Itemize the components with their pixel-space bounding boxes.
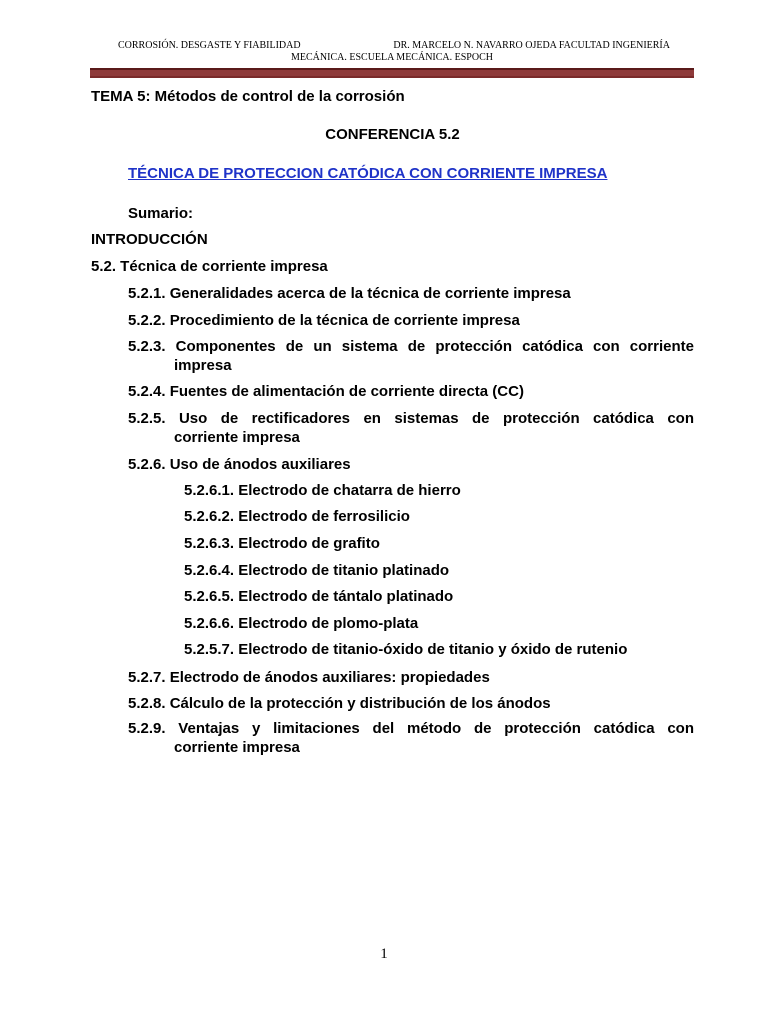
toc-item-5-2-9-cont: corriente impresa [174,739,300,756]
toc-sub-item-5: 5.2.6.5. Electrodo de tántalo platinado [184,588,454,605]
toc-sub-item-1: 5.2.6.1. Electrodo de chatarra de hierro [184,482,461,499]
toc-sub-item-2: 5.2.6.2. Electrodo de ferrosilicio [184,508,410,525]
toc-item-5-2-7: 5.2.7. Electrodo de ánodos auxiliares: propiedades [128,669,490,686]
toc-item-5-2-4: 5.2.4. Fuentes de alimentación de corriente directa (CC) [128,383,524,400]
conferencia-heading: CONFERENCIA 5.2 [325,126,460,143]
toc-sub-item-6: 5.2.6.6. Electrodo de plomo-plata [184,615,419,632]
toc-item-5-2-5-cont: corriente impresa [174,429,300,446]
toc-item-5-2-8: 5.2.8. Cálculo de la protección y distribución de los ánodos [128,695,551,712]
page-number: 1 [380,946,388,962]
header-school: MECÁNICA. ESCUELA MECÁNICA. ESPOCH [291,52,493,63]
toc-item-5-2-1: 5.2.1. Generalidades acerca de la técnica de corriente impresa [128,285,571,302]
title-link[interactable]: TÉCNICA DE PROTECCION CATÓDICA CON CORRIENTE IMPRESA [128,165,608,182]
running-header [90,40,694,78]
introduccion-heading: INTRODUCCIÓN [91,231,208,248]
toc-sub-item-7: 5.2.5.7. Electrodo de titanio-óxido de titanio y óxido de rutenio [184,641,628,658]
header-course: CORROSIÓN. DESGASTE Y FIABILIDAD [118,40,301,51]
toc-item-5-2-9: 5.2.9. Ventajas y limitaciones del método de protección catódica con [128,720,694,737]
header-author: DR. MARCELO N. NAVARRO OJEDA FACULTAD INGENIERÍA [393,40,670,51]
header-rule [90,68,694,78]
toc-sub-item-4: 5.2.6.4. Electrodo de titanio platinado [184,562,450,579]
toc-sub-item-3: 5.2.6.3. Electrodo de grafito [184,535,380,552]
tema-heading: TEMA 5: Métodos de control de la corrosión [91,88,405,105]
toc-item-5-2-2: 5.2.2. Procedimiento de la técnica de corriente impresa [128,312,520,329]
toc-item-5-2-5: 5.2.5. Uso de rectificadores en sistemas de protección catódica con [128,410,694,427]
section-heading: 5.2. Técnica de corriente impresa [91,258,328,275]
toc-item-5-2-3-cont: impresa [174,357,232,374]
sumario-label: Sumario: [128,205,194,222]
toc-item-5-2-6: 5.2.6. Uso de ánodos auxiliares [128,456,351,473]
toc-item-5-2-3: 5.2.3. Componentes de un sistema de protección catódica con corriente [128,338,694,355]
